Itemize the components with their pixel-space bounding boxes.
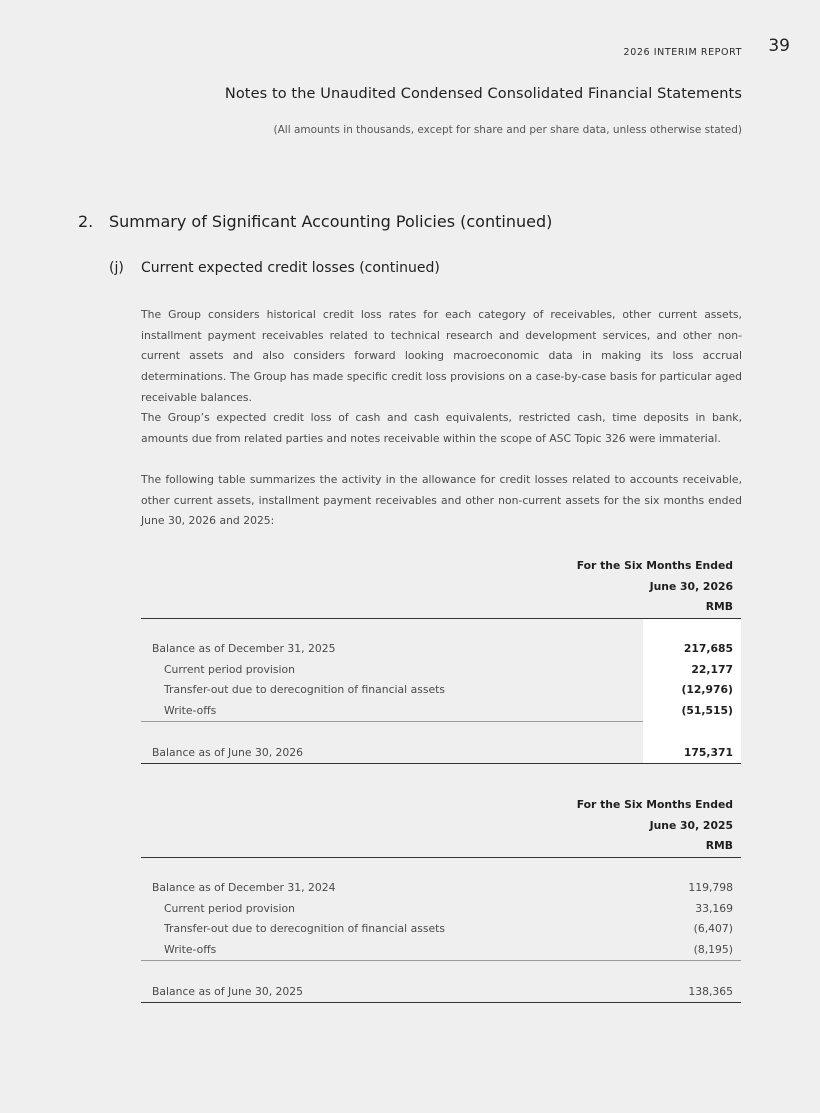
table-row — [141, 899, 741, 920]
row-value: 119,798 — [688, 881, 733, 894]
row-value: (8,195) — [693, 942, 733, 956]
table-header-currency: RMB — [705, 600, 733, 613]
table-row — [141, 701, 741, 722]
section-number: 2. — [78, 212, 94, 231]
table-header-period: For the Six Months Ended — [576, 798, 733, 811]
row-label: Balance as of June 30, 2025 — [152, 984, 304, 998]
allowance-table-2025 — [141, 795, 741, 1003]
table-row — [141, 919, 741, 940]
notes-subtitle: (All amounts in thousands, except for share and per share data, unless otherwise stated) — [273, 124, 742, 136]
page-number: 39 — [768, 36, 790, 56]
table-header-currency: RMB — [705, 839, 733, 852]
table-row — [141, 982, 741, 1003]
row-label: Current period provision — [164, 901, 295, 915]
table-row — [141, 743, 741, 764]
row-label: Transfer-out due to derecognition of financial assets — [164, 683, 445, 696]
total-rule — [141, 763, 741, 764]
row-value: 138,365 — [688, 984, 733, 998]
row-label: Write-offs — [164, 942, 217, 956]
row-value: 175,371 — [683, 745, 733, 759]
row-label: Write-offs — [164, 703, 217, 717]
row-value: 33,169 — [695, 901, 733, 915]
allowance-table-2026 — [141, 556, 741, 764]
table-row — [141, 639, 741, 660]
row-label: Current period provision — [164, 662, 295, 676]
table-header-period: For the Six Months Ended — [576, 559, 733, 572]
row-label: Balance as of December 31, 2024 — [152, 881, 336, 894]
table-row — [141, 878, 741, 899]
row-value: (12,976) — [681, 683, 733, 696]
paragraph-immaterial-losses: The Group’s expected credit loss of cash and cash equivalents, restricted cash, time deposits in bank, amounts due from related parties and notes receivable within the scope of ASC Topic 326 were immaterial. — [141, 411, 742, 445]
section-title: Summary of Significant Accounting Policies (continued) — [109, 212, 553, 231]
row-label: Balance as of December 31, 2025 — [152, 642, 336, 655]
subsection-title: Current expected credit losses (continued) — [141, 260, 440, 276]
paragraph-credit-loss-rates: The Group considers historical credit loss rates for each category of receivables, other current assets, installment payment receivables related to technical research and development services, and other non-current assets and also considers forward looking macroeconomic data in making its loss accrual determinations. The Group has made specific credit loss provisions on a case-by-case basis for particular aged receivable balances. — [141, 308, 742, 404]
notes-title: Notes to the Unaudited Condensed Consolidated Financial Statements — [224, 86, 742, 102]
row-label: Balance as of June 30, 2026 — [152, 745, 304, 759]
report-label: 2026 INTERIM REPORT — [623, 47, 742, 58]
table-row — [141, 680, 741, 701]
total-rule — [141, 1002, 741, 1003]
subsection-number: (j) — [109, 260, 124, 276]
table-row — [141, 940, 741, 961]
row-label: Transfer-out due to derecognition of financial assets — [164, 922, 445, 935]
paragraph-table-intro: The following table summarizes the activity in the allowance for credit losses related to accounts receivable, other current assets, installment payment receivables and other non-current assets for the six months ended June 30, 2026 and 2025: — [141, 473, 742, 528]
row-value: 217,685 — [683, 642, 733, 655]
table-header-date: June 30, 2026 — [649, 579, 733, 593]
row-value: (6,407) — [693, 922, 733, 935]
table-header-date: June 30, 2025 — [649, 818, 733, 832]
table-row — [141, 660, 741, 681]
row-value: 22,177 — [691, 662, 733, 676]
row-value: (51,515) — [681, 703, 733, 717]
